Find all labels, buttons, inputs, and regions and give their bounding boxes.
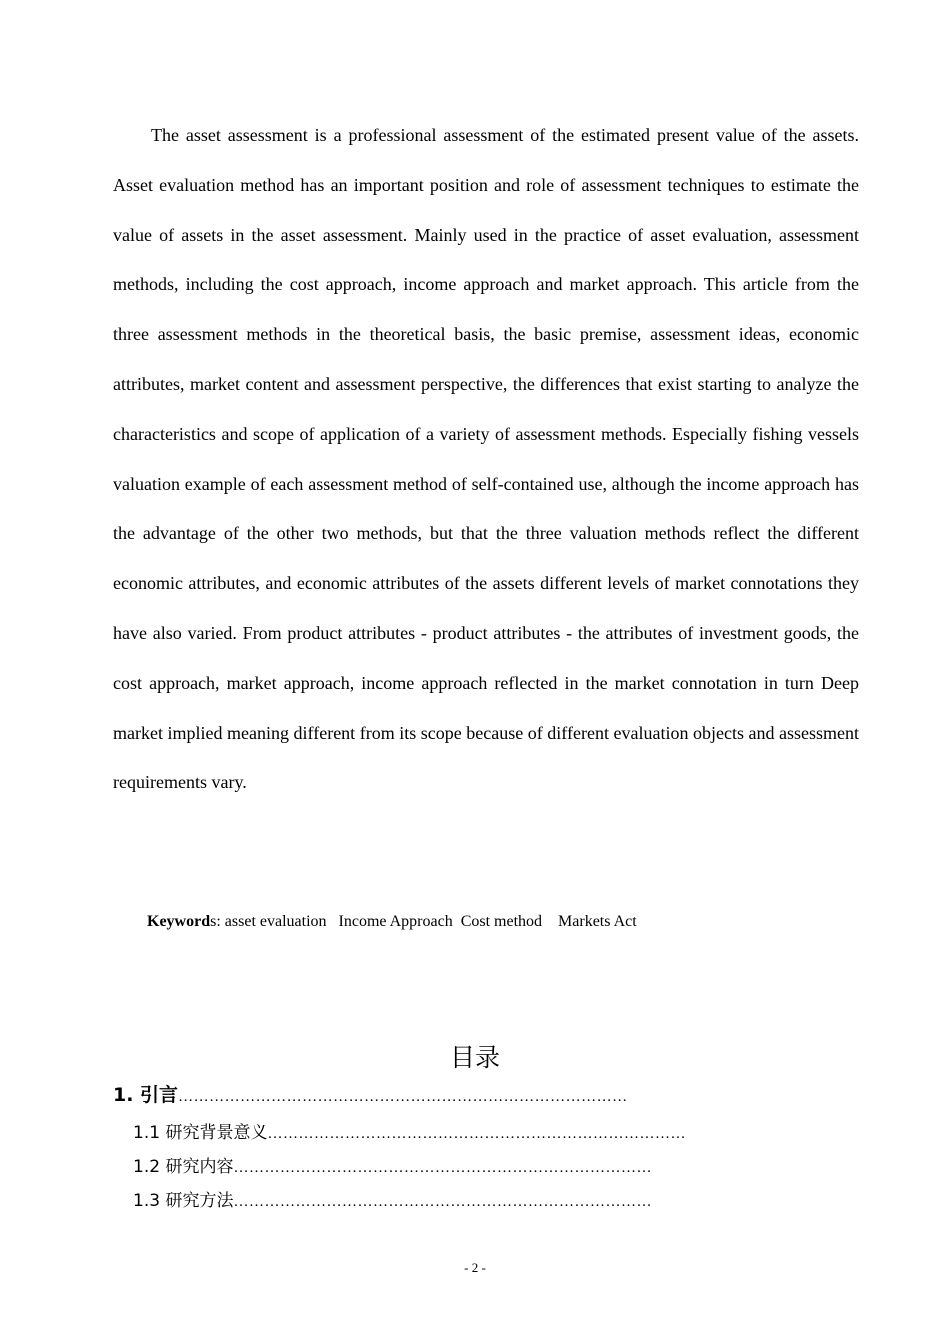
toc-leader-dots: ……………………………………………………………………… [267,1126,686,1142]
toc-entry-research-methods[interactable] [133,1186,652,1211]
keywords-label: Keyword [147,913,211,930]
toc-entry-label: 1.3 研究方法 [133,1191,234,1211]
abstract-paragraph: The asset assessment is a professional assessment of the estimated present value of the assets. Asset evaluation method has an important position and role of assessment techniques to estimate the value of assets in the asset assessment. Mainly used in the practice of asset evaluation, assessment methods, including the cost approach, income approach and market approach. This article from the three assessment methods in the theoretical basis, the basic premise, assessment ideas, economic attributes, market content and assessment perspective, the differences that exist starting to analyze the characteristics and scope of application of a variety of assessment methods. Especially fishing vessels valuation example of each assessment method of self-contained use, although the income approach has the advantage of the other two methods, but that the three valuation methods reflect the different economic attributes, and economic attributes of the assets different levels of market connotations they have also varied. From product attributes - product attributes - the attributes of investment goods, the cost approach, market approach, income approach reflected in the market connotation in turn Deep market implied meaning different from its scope because of different evaluation objects and assessment requirements vary. [113,125,859,793]
toc-entry-introduction[interactable] [113,1080,628,1107]
keywords-label-suffix: s [210,913,217,930]
keywords-text: : asset evaluation Income Approach Cost method Markets Act [216,913,637,930]
toc-title: 目录 [449,1043,500,1072]
toc-entry-research-content[interactable] [133,1152,652,1177]
keywords-line [147,913,637,931]
toc-entry-label: 1.1 研究背景意义 [133,1123,268,1143]
toc-entry-research-background[interactable] [133,1118,686,1143]
toc-leader-dots: ……………………………………………………………………… [233,1160,652,1176]
toc-entry-label: 1.2 研究内容 [133,1157,234,1177]
toc-leader-dots: …………………………………………………………………………… [178,1089,628,1105]
toc-entry-label: 1. 引言 [113,1084,179,1106]
toc-leader-dots: ……………………………………………………………………… [233,1194,652,1210]
page-number: - 2 - [464,1260,486,1275]
